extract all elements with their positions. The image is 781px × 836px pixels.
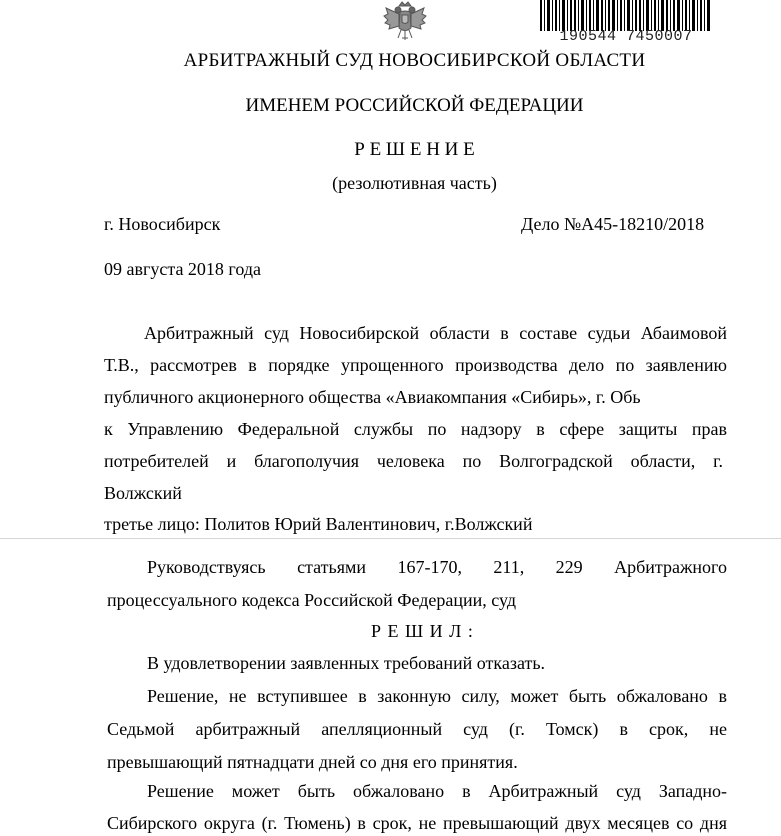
court-name: АРБИТРАЖНЫЙ СУД НОВОСИБИРСКОЙ ОБЛАСТИ (183, 50, 646, 71)
appeal-line: Сибирского округа (г. Тюмень) в срок, не превышающий двух месяцев со дня (107, 813, 727, 833)
barcode-number: 190544 7450007 (559, 28, 693, 45)
intro-line: Т.В., рассмотрев в порядке упрощенного производства дело по заявлению (104, 355, 727, 375)
case-number: Дело №А45-18210/2018 (521, 214, 705, 234)
in-the-name-heading: ИМЕНЕМ РОССИЙСКОЙ ФЕДЕРАЦИИ (245, 95, 584, 116)
decision-subtitle: (резолютивная часть) (332, 173, 497, 193)
decision-title: Р Е Ш Е Н И Е (354, 139, 475, 160)
barcode-icon (540, 0, 712, 31)
intro-line: к Управлению Федеральной службы по надзору в сфере защиты прав (104, 419, 727, 439)
third-party-line: третье лицо: Политов Юрий Валентинович, г.Волжский (104, 514, 533, 534)
intro-line: публичного акционерного общества «Авиакомпания «Сибирь», г. Обь (104, 387, 641, 407)
guided-line: Руководствуясь статьями 167-170, 211, 229 Арбитражного (147, 557, 727, 577)
appeal-line: Седьмой арбитражный апелляционный суд (г. Томск) в срок, не (107, 719, 727, 739)
appeal-line: превышающий пятнадцати дней со дня его принятия. (107, 752, 518, 772)
resolved-title: Р Е Ш И Л : (371, 621, 474, 641)
russian-coat-of-arms-icon (380, 0, 430, 42)
decision-date: 09 августа 2018 года (104, 259, 261, 279)
page-separator (0, 538, 781, 539)
guided-line: процессуального кодекса Российской Федерации, суд (107, 590, 517, 610)
intro-line: Арбитражный суд Новосибирской области в составе судьи Абаимовой (144, 323, 727, 343)
case-barcode (540, 0, 712, 46)
appeal-line: Решение, не вступившее в законную силу, может быть обжаловано в (147, 686, 727, 706)
intro-line: потребителей и благополучия человека по Волгоградской области, г. (104, 451, 723, 471)
resolution-text: В удовлетворении заявленных требований отказать. (147, 653, 546, 673)
intro-line: Волжский (104, 483, 182, 503)
city: г. Новосибирск (104, 214, 221, 234)
appeal-line: Решение может быть обжаловано в Арбитражный суд Западно- (147, 781, 727, 801)
